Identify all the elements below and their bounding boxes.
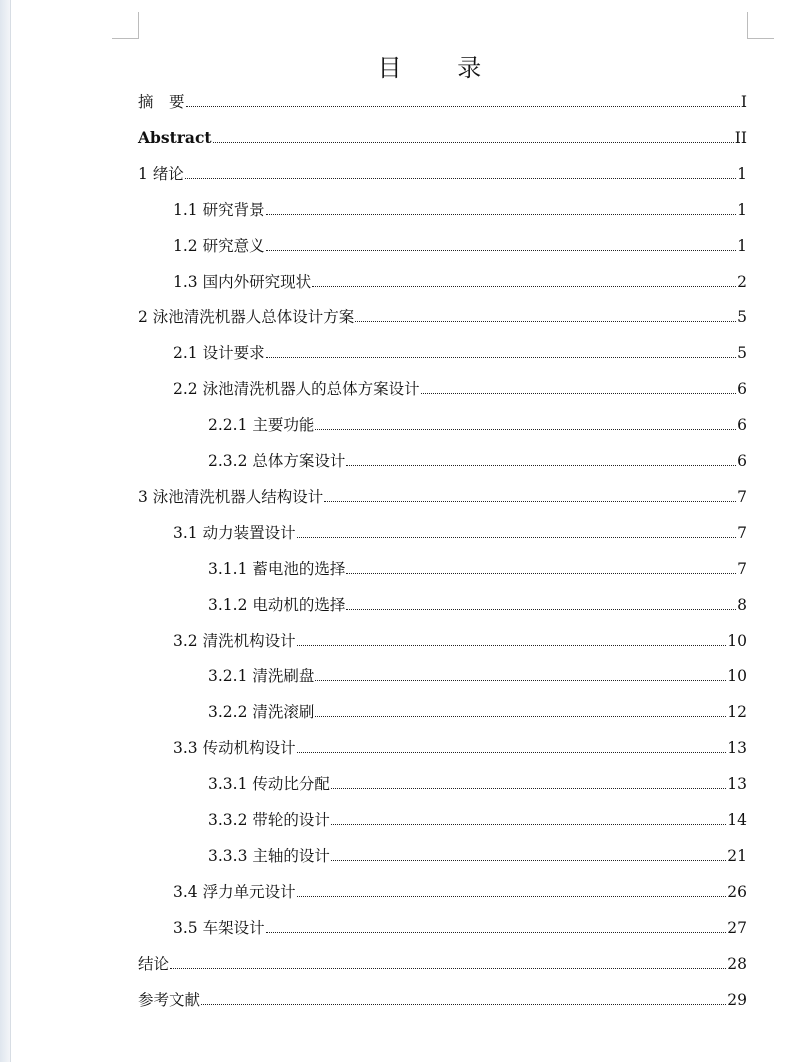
toc-dot-leader	[297, 896, 727, 897]
toc-entry-label: 2.2.1 主要功能	[208, 416, 315, 435]
toc-entry[interactable]	[208, 842, 747, 866]
toc-dot-leader	[297, 537, 737, 538]
toc-entry-label: 3 泳池清洗机器人结构设计	[138, 487, 324, 506]
toc-entry-label: 3.1.1 蓄电池的选择	[208, 559, 346, 578]
toc-dot-leader	[315, 429, 736, 430]
toc-entry[interactable]	[138, 160, 747, 184]
toc-entry[interactable]	[208, 411, 747, 435]
toc-entry-label: 参考文献	[138, 990, 201, 1009]
toc-entry-label: 1.2 研究意义	[173, 236, 265, 255]
toc-dot-leader	[266, 250, 737, 251]
toc-entry[interactable]	[173, 232, 747, 256]
toc-entry-label: 3.5 车架设计	[173, 918, 265, 937]
toc-entry-page: 1	[737, 200, 747, 219]
toc-dot-leader	[170, 968, 726, 969]
toc-entry-page: 28	[727, 954, 747, 973]
toc-entry-label: 1.1 研究背景	[173, 200, 265, 219]
toc-entry-page: 6	[737, 380, 747, 399]
toc-entry[interactable]	[138, 986, 747, 1010]
toc-entry[interactable]	[138, 124, 747, 148]
toc-entry-label: 3.1 动力装置设计	[173, 523, 296, 542]
page-corner-mark-top-right	[747, 12, 774, 39]
toc-entry-label: 结论	[138, 954, 170, 973]
toc-entry-page: 13	[727, 739, 747, 758]
toc-entry[interactable]	[138, 950, 747, 974]
toc-entry-page: II	[734, 128, 747, 147]
toc-entry[interactable]	[208, 555, 747, 579]
toc-entry-label: 2.1 设计要求	[173, 344, 265, 363]
toc-entry-page: 14	[727, 811, 747, 829]
toc-entry[interactable]	[208, 662, 747, 686]
toc-entry-page: 29	[727, 990, 747, 1009]
toc-entry-label: 3.2.2 清洗滚刷	[208, 703, 315, 722]
toc-entry[interactable]	[173, 339, 747, 363]
page-corner-mark-top-left	[112, 12, 139, 39]
toc-entry-page: 6	[737, 452, 747, 470]
toc-dot-leader	[331, 824, 726, 825]
toc-dot-leader	[355, 321, 736, 322]
toc-entry-page: 21	[727, 846, 747, 865]
toc-entry[interactable]	[173, 878, 747, 902]
toc-entry[interactable]	[173, 196, 747, 220]
toc-entry-label: 摘 要	[138, 93, 185, 111]
toc-dot-leader	[297, 645, 727, 646]
toc-entry[interactable]	[138, 483, 747, 507]
toc-entry[interactable]	[173, 268, 747, 292]
toc-dot-leader	[346, 465, 736, 466]
toc-entry[interactable]	[173, 914, 747, 938]
toc-dot-leader	[266, 214, 737, 215]
toc-entry-page: 7	[737, 559, 747, 578]
toc-entry[interactable]	[208, 806, 747, 830]
toc-entry-label: 2 泳池清洗机器人总体设计方案	[138, 308, 355, 327]
toc-entry-label: 2.2 泳池清洗机器人的总体方案设计	[173, 380, 420, 399]
toc-dot-leader	[315, 716, 726, 717]
toc-entry[interactable]	[138, 88, 747, 112]
toc-dot-leader	[324, 501, 736, 502]
toc-entry-page: 26	[727, 882, 747, 901]
toc-dot-leader	[346, 573, 736, 574]
toc-entry-label: 3.1.2 电动机的选择	[208, 595, 346, 614]
toc-entry-page: 7	[737, 523, 747, 542]
toc-entry-page: 12	[727, 703, 747, 722]
toc-entry-page: 5	[737, 308, 747, 327]
toc-entry[interactable]	[173, 627, 747, 651]
toc-entry-label: 3.4 浮力单元设计	[173, 882, 296, 901]
toc-entry[interactable]	[138, 303, 747, 327]
toc-entry-label: 2.3.2 总体方案设计	[208, 452, 346, 470]
toc-entry-label: 3.3.3 主轴的设计	[208, 846, 330, 865]
toc-dot-leader	[266, 932, 727, 933]
toc-entry-page: 8	[737, 595, 747, 614]
toc-entry-label: 3.3 传动机构设计	[173, 739, 296, 758]
toc-entry[interactable]	[173, 734, 747, 758]
toc-dot-leader	[421, 393, 737, 394]
toc-dot-leader	[185, 178, 736, 179]
toc-entry-label: 3.3.1 传动比分配	[208, 775, 330, 794]
toc-entry[interactable]	[208, 591, 747, 615]
toc-entry-page: 2	[737, 272, 747, 291]
toc-entry[interactable]	[208, 770, 747, 794]
toc-dot-leader	[331, 860, 726, 861]
toc-entry-page: 10	[727, 667, 747, 686]
toc-entry-page: 13	[727, 775, 747, 794]
toc-dot-leader	[297, 752, 727, 753]
toc-entry[interactable]	[208, 447, 747, 471]
toc-entry-label: 3.2.1 清洗刷盘	[208, 667, 315, 686]
toc-dot-leader	[346, 609, 736, 610]
toc-entry-label: Abstract	[138, 127, 212, 147]
left-window-edge	[0, 0, 11, 1062]
toc-entry-page: I	[740, 93, 747, 111]
toc-dot-leader	[315, 680, 726, 681]
toc-entry[interactable]	[208, 698, 747, 722]
toc-dot-leader	[213, 142, 734, 143]
toc-entry-page: 1	[737, 236, 747, 255]
toc-entry-page: 5	[737, 344, 747, 363]
toc-title: 目 录	[377, 54, 506, 82]
toc-entry-label: 1.3 国内外研究现状	[173, 272, 312, 291]
toc-entry-page: 27	[727, 918, 747, 937]
toc-dot-leader	[201, 1004, 726, 1005]
toc-entry-label: 3.3.2 带轮的设计	[208, 811, 330, 829]
toc-entry-page: 10	[727, 631, 747, 650]
toc-dot-leader	[331, 788, 726, 789]
toc-entry[interactable]	[173, 375, 747, 399]
toc-entry-label: 3.2 清洗机构设计	[173, 631, 296, 650]
toc-entry-page: 6	[737, 416, 747, 435]
toc-dot-leader	[186, 106, 740, 107]
toc-entry-label: 1 绪论	[138, 164, 184, 183]
toc-entry[interactable]	[173, 519, 747, 543]
toc-dot-leader	[312, 286, 736, 287]
toc-entry-page: 1	[737, 164, 747, 183]
toc-entry-page: 7	[737, 487, 747, 506]
toc-dot-leader	[266, 357, 737, 358]
